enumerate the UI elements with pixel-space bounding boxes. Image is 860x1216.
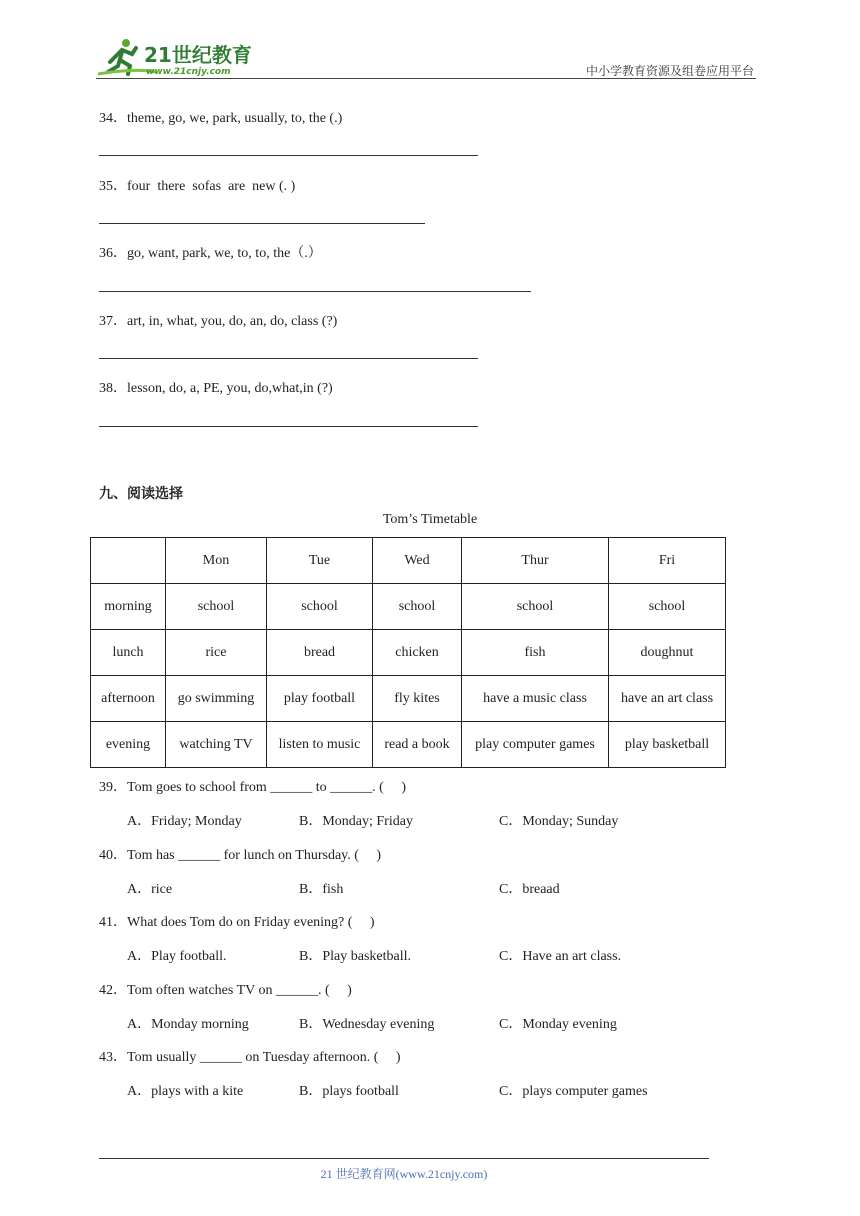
table-header-row (91, 538, 726, 584)
header-divider (96, 78, 756, 79)
option-43-c[interactable]: C．plays computer games (499, 1084, 648, 1099)
table-row (91, 676, 726, 722)
option-42-a[interactable]: A．Monday morning (127, 1017, 249, 1032)
table-cell: play basketball (609, 722, 726, 768)
option-40-c[interactable]: C．breaad (499, 882, 560, 897)
table-cell: play computer games (462, 722, 609, 768)
question-40: 40．Tom has ______ for lunch on Thursday. ( ) (99, 848, 382, 863)
table-cell: watching TV (166, 722, 267, 768)
table-cell: doughnut (609, 630, 726, 676)
option-41-b[interactable]: B．Play basketball. (299, 949, 411, 964)
option-42-b[interactable]: B．Wednesday evening (299, 1017, 435, 1032)
answer-line-36[interactable] (99, 291, 531, 292)
table-cell: rice (166, 630, 267, 676)
table-cell: Mon (166, 538, 267, 584)
answer-line-35[interactable] (99, 223, 425, 224)
option-39-b[interactable]: B．Monday; Friday (299, 814, 413, 829)
table-cell: school (267, 584, 373, 630)
footer-link[interactable]: 21 世纪教育网(www.21cnjy.com) (320, 1167, 488, 1181)
option-41-a[interactable]: A．Play football. (127, 949, 227, 964)
logo-text: 21世纪教育 (144, 43, 252, 67)
option-40-b[interactable]: B．fish (299, 882, 344, 897)
table-cell: evening (91, 722, 166, 768)
logo-url: www.21cnjy.com (146, 67, 231, 77)
table-cell: chicken (373, 630, 462, 676)
table-cell: have an art class (609, 676, 726, 722)
table-cell: Tue (267, 538, 373, 584)
table-cell: lunch (91, 630, 166, 676)
table-cell: school (373, 584, 462, 630)
table-cell: school (609, 584, 726, 630)
table-cell: Fri (609, 538, 726, 584)
footer-divider (99, 1158, 709, 1159)
question-35: 35．four there sofas are new (. ) (99, 179, 296, 194)
option-40-a[interactable]: A．rice (127, 882, 173, 897)
table-cell: go swimming (166, 676, 267, 722)
question-37: 37．art, in, what, you, do, an, do, class (?) (99, 314, 338, 329)
table-cell: school (462, 584, 609, 630)
answer-line-38[interactable] (99, 426, 478, 427)
timetable-title: Tom’s Timetable (382, 512, 478, 527)
table-cell (91, 538, 166, 584)
table-row (91, 584, 726, 630)
table-cell: Thur (462, 538, 609, 584)
question-41: 41．What does Tom do on Friday evening? ( ) (99, 915, 375, 930)
table-row (91, 630, 726, 676)
option-42-c[interactable]: C．Monday evening (499, 1017, 617, 1032)
table-cell: school (166, 584, 267, 630)
table-cell: listen to music (267, 722, 373, 768)
table-cell: have a music class (462, 676, 609, 722)
section-title: 九、阅读选择 (99, 486, 183, 502)
table-row (91, 722, 726, 768)
table-cell: fish (462, 630, 609, 676)
table-cell: fly kites (373, 676, 462, 722)
timetable (90, 537, 726, 768)
table-cell: morning (91, 584, 166, 630)
option-43-b[interactable]: B．plays football (299, 1084, 399, 1099)
question-39: 39．Tom goes to school from ______ to ______. ( ) (99, 780, 406, 795)
question-42: 42．Tom often watches TV on ______. ( ) (99, 983, 352, 998)
option-39-a[interactable]: A．Friday; Monday (127, 814, 242, 829)
table-cell: Wed (373, 538, 462, 584)
question-43: 43．Tom usually ______ on Tuesday afternoon. ( ) (99, 1050, 401, 1065)
question-34: 34．theme, go, we, park, usually, to, the (.) (99, 111, 343, 126)
option-39-c[interactable]: C．Monday; Sunday (499, 814, 619, 829)
platform-title: 中小学教育资源及组卷应用平台 (585, 64, 754, 78)
site-logo (96, 36, 261, 78)
table-cell: afternoon (91, 676, 166, 722)
question-38: 38．lesson, do, a, PE, you, do,what,in (?) (99, 381, 333, 396)
option-41-c[interactable]: C．Have an art class. (499, 949, 622, 964)
question-36: 36．go, want, park, we, to, to, the（.） (99, 246, 322, 261)
table-cell: play football (267, 676, 373, 722)
table-cell: bread (267, 630, 373, 676)
answer-line-34[interactable] (99, 155, 478, 156)
answer-line-37[interactable] (99, 358, 478, 359)
table-cell: read a book (373, 722, 462, 768)
option-43-a[interactable]: A．plays with a kite (127, 1084, 244, 1099)
